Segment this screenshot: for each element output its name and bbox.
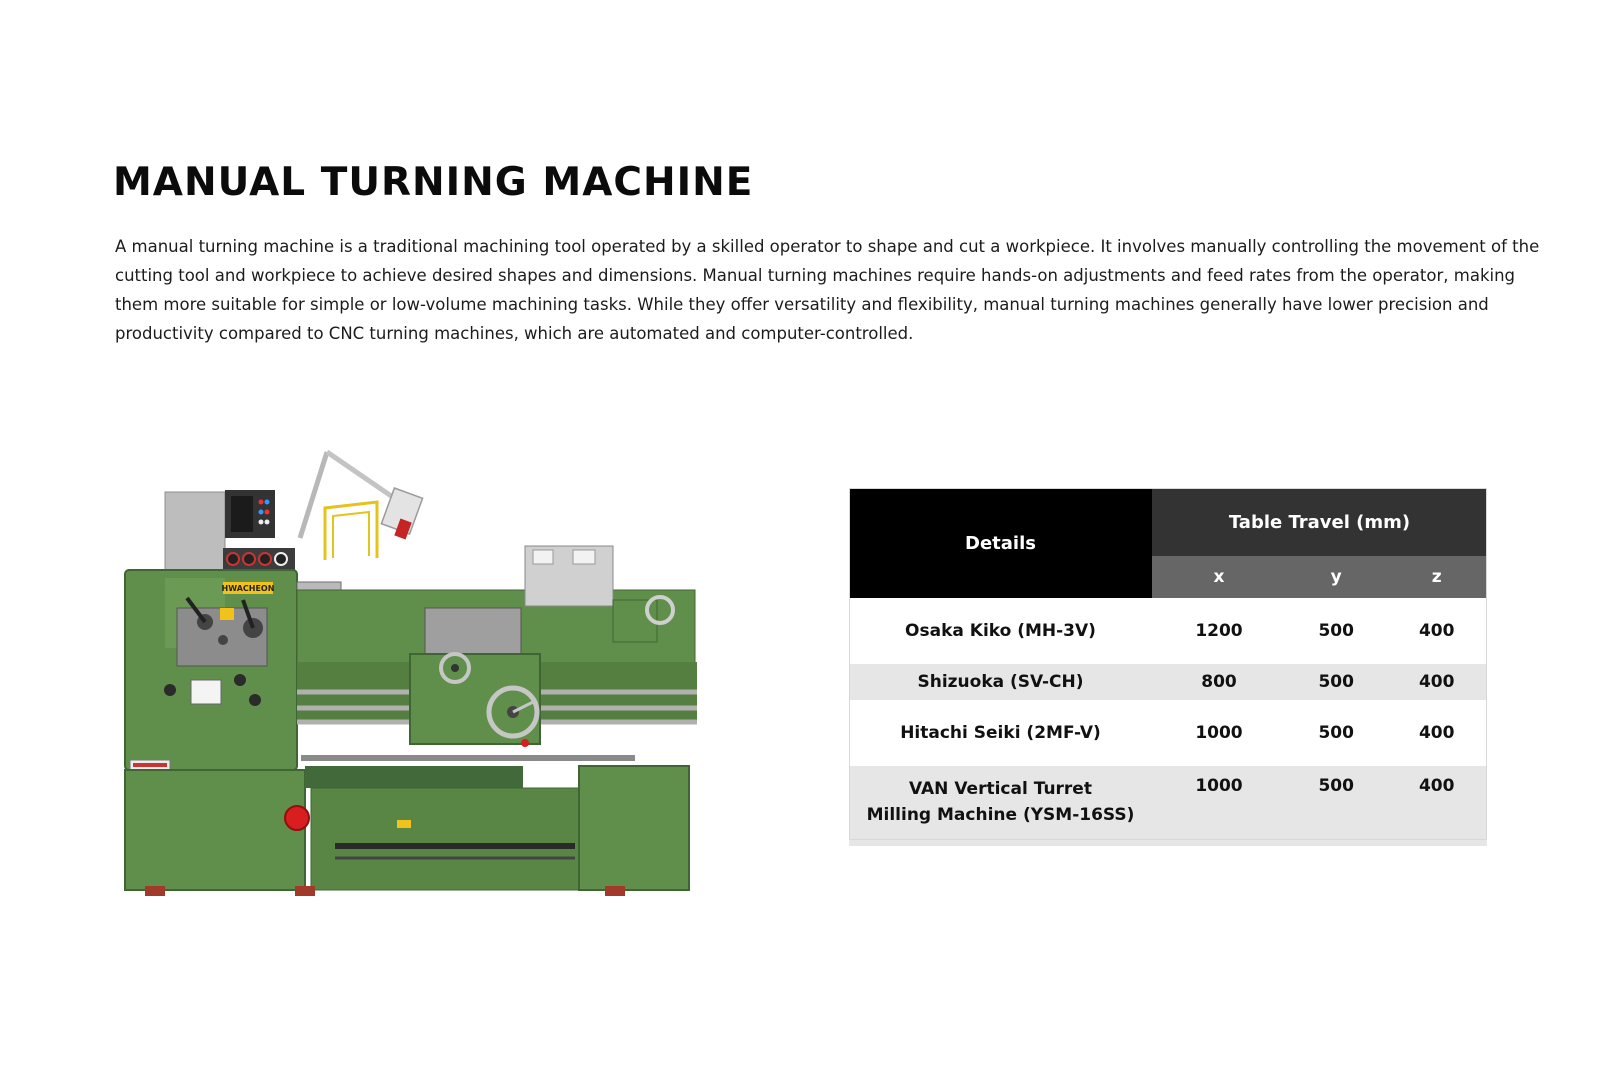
intro-paragraph: A manual turning machine is a traditional machining tool operated by a skilled operator to shape and cut a workpiece. It involves manually controlling the movement of the cutting tool and workpiece to achieve desired shapes and dimensions. Manual turning machines require hands-on adjustments and feed rates from the operator, making them more suitable for simple or low-volume machining tasks. While they offer versatility and flexibility, manual turning machines generally have lower precision and productivity compared to CNC turning machines, which are automated and computer-controlled. bbox=[115, 237, 1540, 343]
chuck-guard bbox=[325, 502, 377, 560]
axis-header-z: z bbox=[1386, 556, 1487, 598]
machine-name-line-2: Milling Machine (YSM-16SS) bbox=[866, 805, 1135, 825]
table-row bbox=[849, 766, 1487, 846]
machine-name: Shizuoka (SV-CH) bbox=[849, 664, 1152, 700]
table-travel-header: Table Travel (mm) bbox=[1152, 488, 1487, 556]
travel-z: 400 bbox=[1386, 766, 1487, 846]
table-row bbox=[849, 598, 1487, 664]
table-travel-table bbox=[849, 488, 1487, 846]
headstock bbox=[125, 570, 297, 786]
brand-plate: HWACHEON bbox=[221, 584, 275, 593]
base-cabinet bbox=[125, 758, 689, 896]
table-row bbox=[849, 664, 1487, 700]
travel-y: 500 bbox=[1286, 598, 1386, 664]
axis-header-x: x bbox=[1152, 556, 1286, 598]
lathe-image bbox=[115, 440, 715, 920]
travel-z: 400 bbox=[1386, 700, 1487, 766]
machine-name: Hitachi Seiki (2MF-V) bbox=[849, 700, 1152, 766]
work-lamp bbox=[300, 452, 423, 540]
page-title: MANUAL TURNING MACHINE bbox=[113, 160, 754, 205]
travel-x: 1000 bbox=[1152, 766, 1286, 846]
emergency-stop-icon bbox=[285, 806, 309, 830]
travel-x: 800 bbox=[1152, 664, 1286, 700]
travel-x: 1200 bbox=[1152, 598, 1286, 664]
machine-name bbox=[849, 766, 1152, 846]
machine-name-line-1: VAN Vertical Turret bbox=[909, 779, 1092, 799]
control-panel bbox=[223, 548, 295, 570]
travel-z: 400 bbox=[1386, 598, 1487, 664]
travel-x: 1000 bbox=[1152, 700, 1286, 766]
details-header: Details bbox=[849, 488, 1152, 598]
travel-z: 400 bbox=[1386, 664, 1487, 700]
table-row bbox=[849, 700, 1487, 766]
carriage bbox=[410, 608, 540, 747]
lathe-illustration bbox=[115, 440, 715, 920]
axis-header-y: y bbox=[1286, 556, 1386, 598]
travel-y: 500 bbox=[1286, 700, 1386, 766]
travel-y: 500 bbox=[1286, 766, 1386, 846]
machine-name: Osaka Kiko (MH-3V) bbox=[849, 598, 1152, 664]
travel-y: 500 bbox=[1286, 664, 1386, 700]
